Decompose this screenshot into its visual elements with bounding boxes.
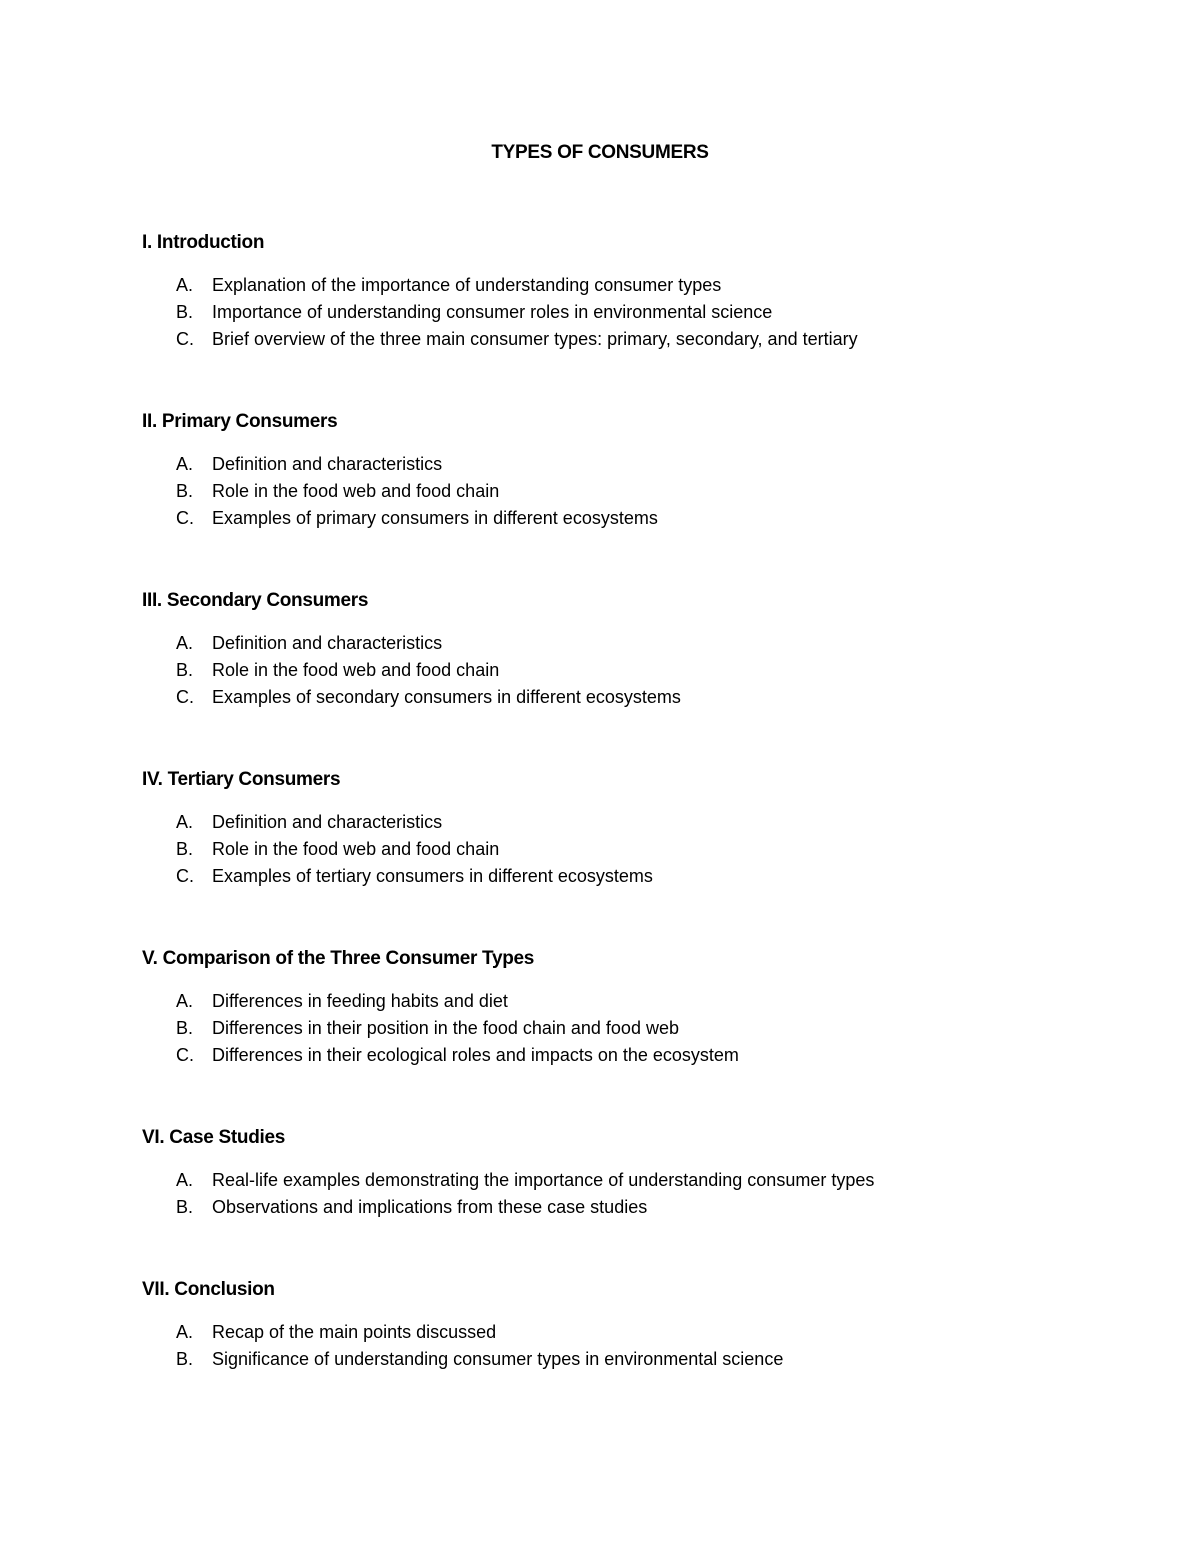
outline-item bbox=[142, 684, 1102, 711]
item-letter: C. bbox=[176, 866, 194, 886]
section-heading: VI. Case Studies bbox=[142, 1127, 286, 1148]
outline-item bbox=[142, 478, 1102, 505]
item-text: Examples of secondary consumers in different ecosystems bbox=[212, 687, 681, 707]
section-primary-consumers bbox=[142, 409, 1102, 532]
outline-item bbox=[142, 451, 1102, 478]
item-letter: A. bbox=[176, 633, 194, 653]
outline-item bbox=[142, 836, 1102, 863]
outline-item bbox=[142, 326, 1102, 353]
outline-list bbox=[142, 272, 1102, 353]
item-letter: A. bbox=[176, 991, 194, 1011]
section-conclusion bbox=[142, 1277, 1102, 1373]
item-text: Explanation of the importance of understanding consumer types bbox=[212, 275, 722, 295]
item-letter: B. bbox=[176, 660, 194, 680]
outline-item bbox=[142, 1346, 1102, 1373]
section-heading: IV. Tertiary Consumers bbox=[142, 769, 341, 790]
section-introduction bbox=[142, 230, 1102, 353]
outline-item bbox=[142, 988, 1102, 1015]
item-text: Recap of the main points discussed bbox=[212, 1322, 497, 1342]
outline-item bbox=[142, 1015, 1102, 1042]
outline-item bbox=[142, 272, 1102, 299]
item-letter: C. bbox=[176, 329, 194, 349]
item-letter: C. bbox=[176, 687, 194, 707]
item-text: Differences in their ecological roles and impacts on the ecosystem bbox=[212, 1045, 739, 1065]
section-case-studies bbox=[142, 1125, 1102, 1221]
outline-item bbox=[142, 863, 1102, 890]
outline-item bbox=[142, 505, 1102, 532]
item-text: Definition and characteristics bbox=[212, 812, 443, 832]
item-text: Examples of primary consumers in different ecosystems bbox=[212, 508, 658, 528]
outline-item bbox=[142, 1042, 1102, 1069]
item-letter: B. bbox=[176, 839, 194, 859]
item-letter: C. bbox=[176, 508, 194, 528]
item-letter: A. bbox=[176, 1170, 194, 1190]
outline-item bbox=[142, 809, 1102, 836]
outline-item bbox=[142, 1167, 1102, 1194]
item-letter: C. bbox=[176, 1045, 194, 1065]
outline-item bbox=[142, 299, 1102, 326]
item-text: Real-life examples demonstrating the importance of understanding consumer types bbox=[212, 1170, 875, 1190]
section-tertiary-consumers bbox=[142, 767, 1102, 890]
item-letter: B. bbox=[176, 481, 194, 501]
item-text: Importance of understanding consumer roles in environmental science bbox=[212, 302, 773, 322]
outline-list bbox=[142, 809, 1102, 890]
section-heading: I. Introduction bbox=[142, 232, 265, 253]
outline-item bbox=[142, 1319, 1102, 1346]
item-text: Definition and characteristics bbox=[212, 454, 443, 474]
item-text: Significance of understanding consumer types in environmental science bbox=[212, 1349, 784, 1369]
outline-list bbox=[142, 1319, 1102, 1373]
item-letter: A. bbox=[176, 812, 194, 832]
item-letter: B. bbox=[176, 1197, 194, 1217]
item-text: Differences in their position in the food chain and food web bbox=[212, 1018, 679, 1038]
outline-item bbox=[142, 657, 1102, 684]
outline-item bbox=[142, 1194, 1102, 1221]
item-text: Brief overview of the three main consumer types: primary, secondary, and tertiary bbox=[212, 329, 858, 349]
document-title: TYPES OF CONSUMERS bbox=[491, 142, 709, 163]
item-text: Role in the food web and food chain bbox=[212, 660, 500, 680]
item-letter: A. bbox=[176, 275, 194, 295]
outline-list bbox=[142, 1167, 1102, 1221]
item-letter: B. bbox=[176, 302, 194, 322]
item-letter: B. bbox=[176, 1349, 194, 1369]
item-letter: B. bbox=[176, 1018, 194, 1038]
item-text: Role in the food web and food chain bbox=[212, 481, 500, 501]
item-text: Differences in feeding habits and diet bbox=[212, 991, 508, 1011]
outline-list bbox=[142, 988, 1102, 1069]
item-text: Examples of tertiary consumers in different ecosystems bbox=[212, 866, 653, 886]
section-heading: II. Primary Consumers bbox=[142, 411, 338, 432]
section-comparison bbox=[142, 946, 1102, 1069]
section-heading: VII. Conclusion bbox=[142, 1279, 275, 1300]
outline-item bbox=[142, 630, 1102, 657]
item-letter: A. bbox=[176, 454, 194, 474]
outline-list bbox=[142, 630, 1102, 711]
item-letter: A. bbox=[176, 1322, 194, 1342]
item-text: Role in the food web and food chain bbox=[212, 839, 500, 859]
section-secondary-consumers bbox=[142, 588, 1102, 711]
outline-list bbox=[142, 451, 1102, 532]
item-text: Observations and implications from these case studies bbox=[212, 1197, 648, 1217]
section-heading: III. Secondary Consumers bbox=[142, 590, 369, 611]
item-text: Definition and characteristics bbox=[212, 633, 443, 653]
section-heading: V. Comparison of the Three Consumer Types bbox=[142, 948, 535, 969]
